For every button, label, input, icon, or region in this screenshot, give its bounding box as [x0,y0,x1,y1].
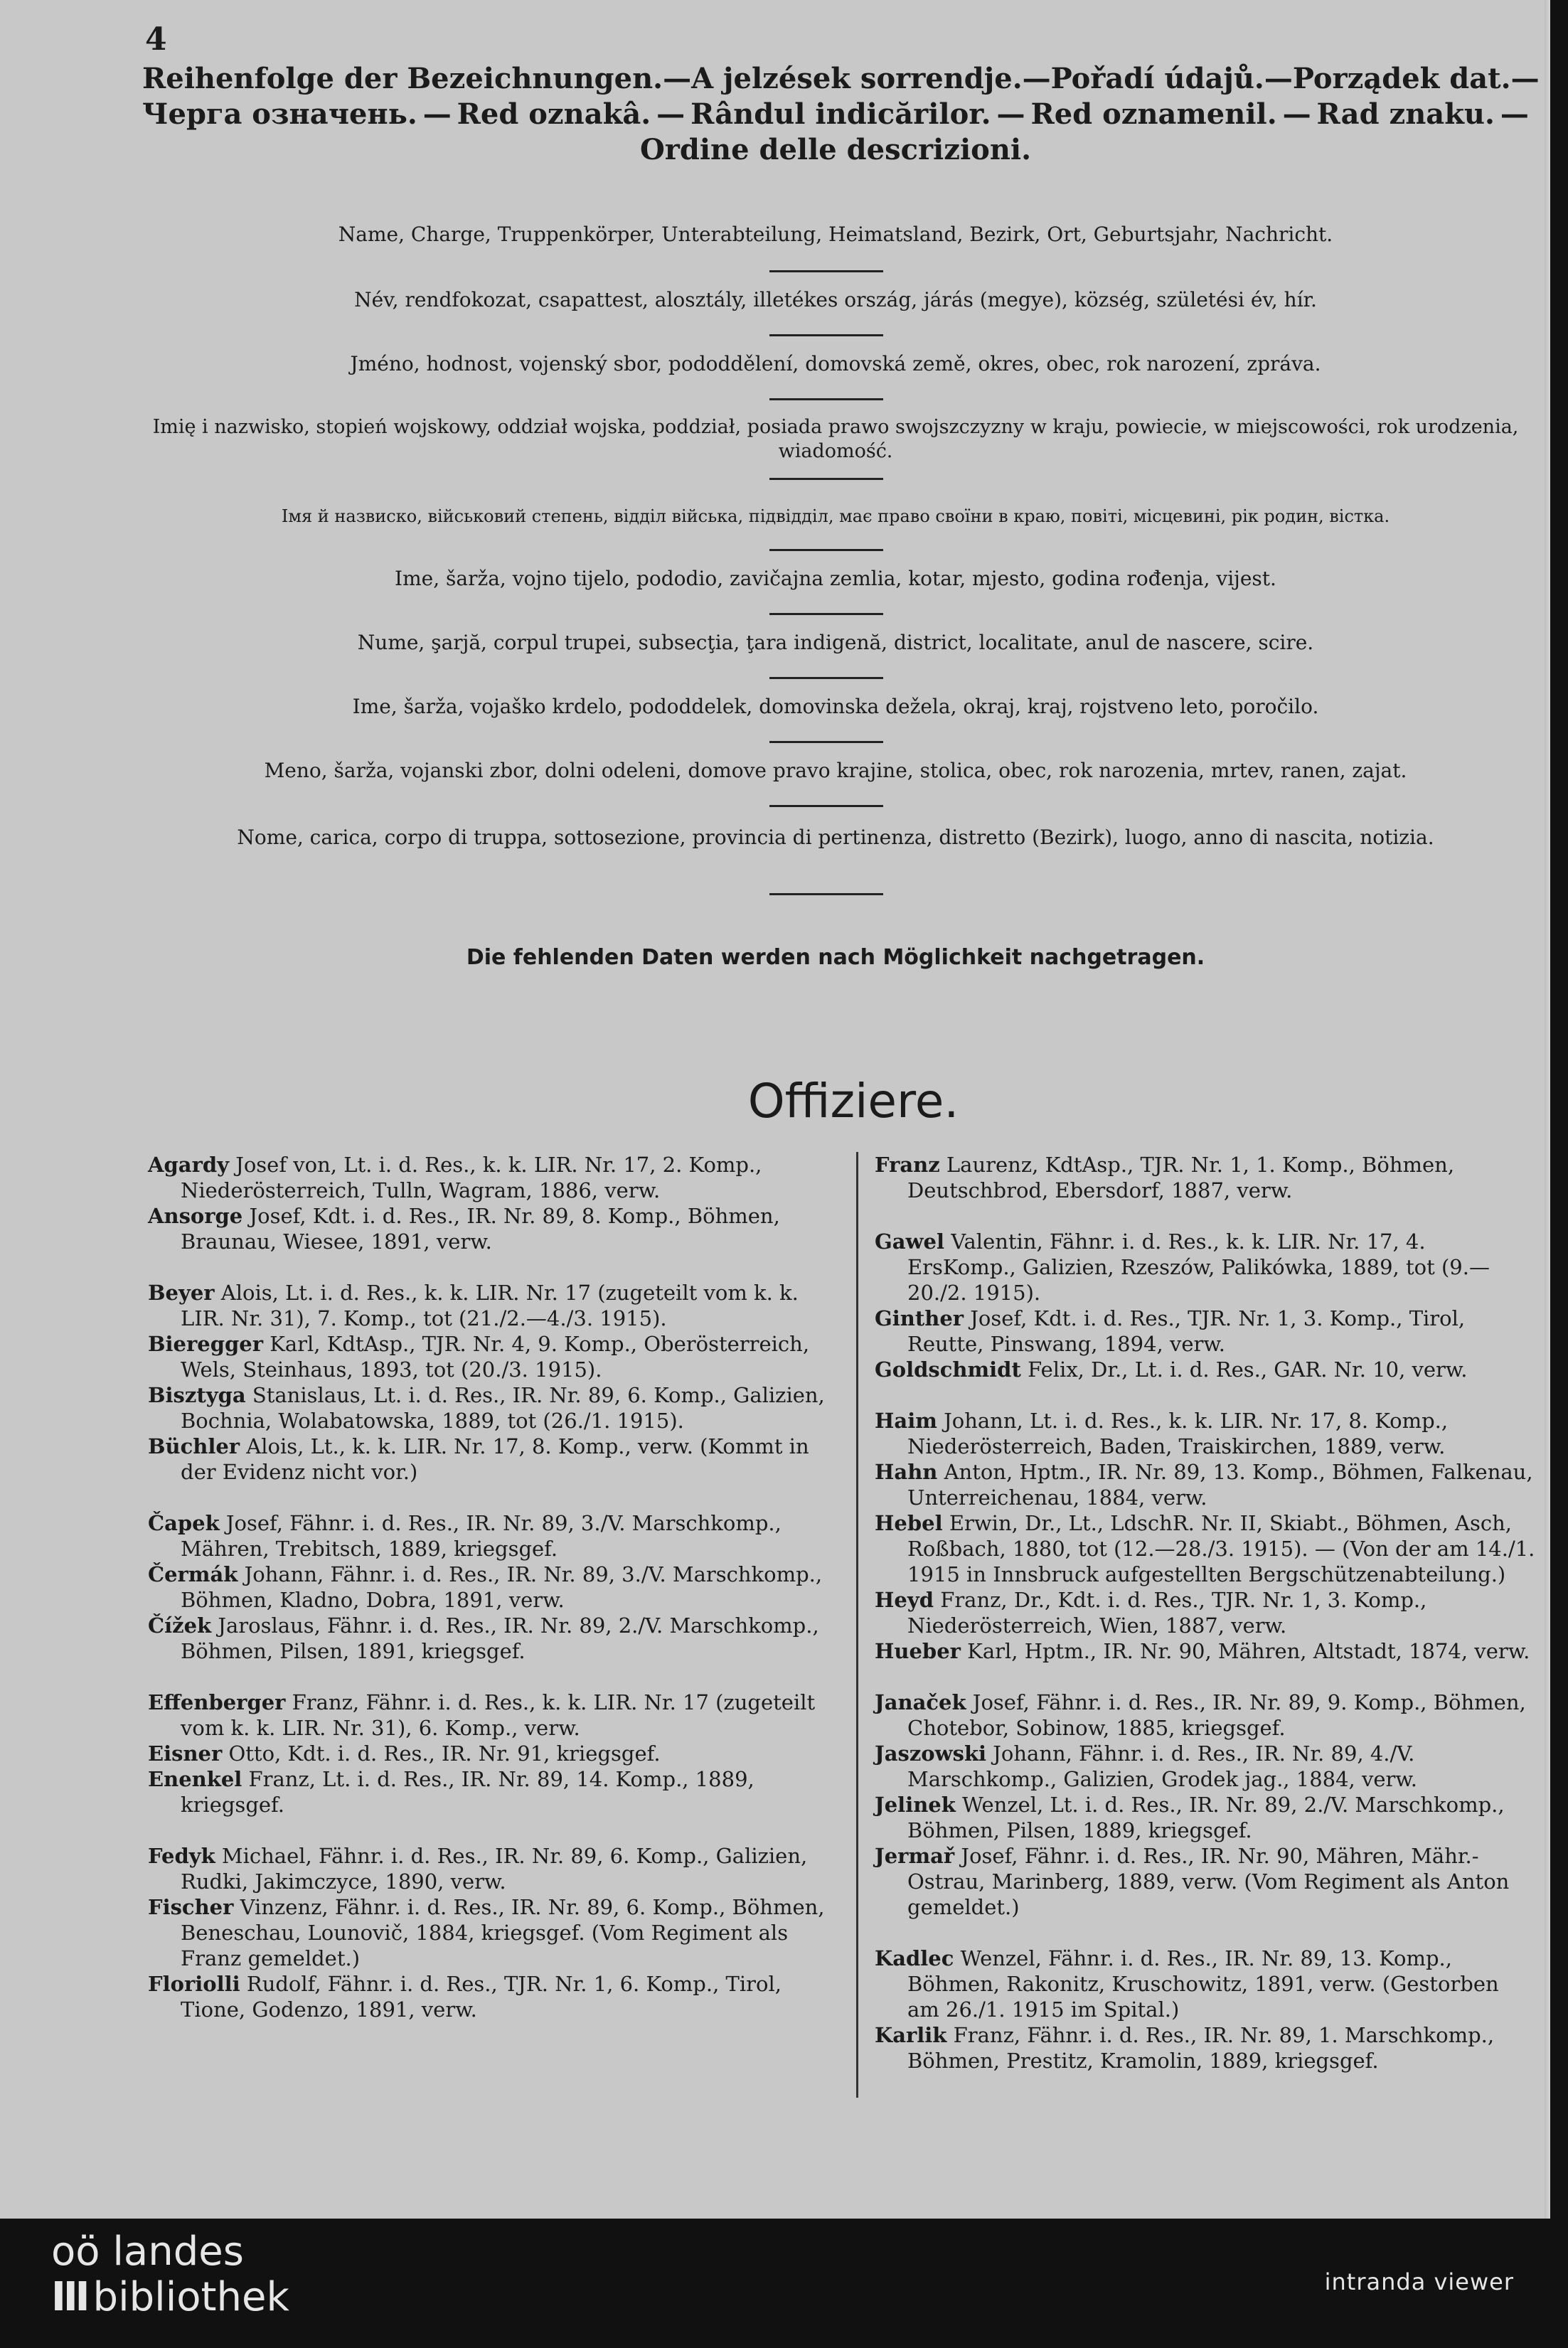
officer-entry [148,1562,831,1613]
officer-surname: Kadlec [875,1946,954,1970]
officer-details: Josef, Kdt. i. d. Res., TJR. Nr. 1, 3. Komp., Tirol, Reutte, Pinswang, 1894, verw. [907,1306,1466,1356]
officer-details: Franz, Lt. i. d. Res., IR. Nr. 89, 14. Komp., 1889, kriegsgef. [181,1767,754,1817]
header-dash: — [1500,97,1529,131]
officer-surname: Hahn [875,1460,938,1484]
officer-surname: Hebel [875,1511,943,1535]
officer-details: Wenzel, Lt. i. d. Res., IR. Nr. 89, 2./V. Marschkomp., Böhmen, Pilsen, 1889, kriegsgef. [907,1793,1505,1842]
officer-surname: Jaszowski [875,1741,987,1766]
officer-surname: Bieregger [148,1332,263,1356]
right-column [875,1152,1536,2074]
header-item: Rândul indicărilor. [690,97,991,131]
header-dash: — [663,62,692,95]
description-slovak: Meno, šarža, vojanski zbor, dolni odeleni, domove pravo krajine, stolica, obec, rok narozenia, mrtev, ranen, zajat. [264,759,1407,782]
officer-details: Josef von, Lt. i. d. Res., k. k. LIR. Nr. 17, 2. Komp., Niederösterreich, Tulln, Wagram, 1886, verw. [181,1153,762,1202]
officer-entry [148,1203,831,1254]
header-dash: — [996,97,1025,131]
officer-entry [148,1894,831,1971]
officer-entry [875,1690,1536,1741]
officer-entry [875,1357,1536,1382]
officer-details: Laurenz, KdtAsp., TJR. Nr. 1, 1. Komp., Böhmen, Deutschbrod, Ebersdorf, 1887, verw. [907,1153,1455,1202]
officer-entry [148,1510,831,1562]
header-item: Reihenfolge der Bezeichnungen. [142,62,663,95]
officer-surname: Čapek [148,1511,220,1535]
officer-surname: Čížek [148,1613,212,1638]
officer-entry [875,1741,1536,1792]
header-item: Porządek dat. [1292,62,1511,95]
description-hungarian: Név, rendfokozat, csapattest, alosztály, illetékes ország, járás (megye), község, születési év, hír. [354,288,1317,311]
header-dash: — [1264,62,1293,95]
officer-details: Erwin, Dr., Lt., LdschR. Nr. II, Skiabt., Böhmen, Asch, Roßbach, 1880, tot (12.—28./3. 1915). — (Von der am 14./1. 1915 in Innsbruck aufgestellten Bergschützenabteilung.) [907,1511,1535,1586]
officer-surname: Bisztyga [148,1383,246,1407]
description-slovenian: Ime, šarža, vojaško krdelo, pododdelek, domovinska dežela, okraj, kraj, rojstveno leto, poročilo. [352,695,1319,718]
officer-details: Felix, Dr., Lt. i. d. Res., GAR. Nr. 10, verw. [1020,1357,1468,1382]
officer-details: Alois, Lt., k. k. LIR. Nr. 17, 8. Komp., verw. (Kommt in der Evidenz nicht vor.) [181,1434,809,1484]
officer-entry [875,1792,1536,1843]
officer-entry [148,1690,831,1741]
left-column [148,1152,831,2022]
officer-surname: Agardy [148,1153,229,1177]
officer-entry [148,1434,831,1485]
officer-entry [875,1306,1536,1357]
officer-details: Johann, Fähnr. i. d. Res., IR. Nr. 89, 4./V. Marschkomp., Galizien, Grodek jag., 1884, verw. [907,1741,1417,1791]
officer-entry [875,1946,1536,2022]
header-dash: — [1022,62,1051,95]
officer-details: Alois, Lt. i. d. Res., k. k. LIR. Nr. 17 (zugeteilt vom k. k. LIR. Nr. 31), 7. Komp., tot (21./2.—4./3. 1915). [181,1281,799,1330]
description-ukrainian: Імя й назвиско, військовий степень, відділ війська, підвідділ, має право своїни в краю, повіті, місцевині, рік родин, вістка. [281,506,1390,526]
officer-details: Anton, Hptm., IR. Nr. 89, 13. Komp., Böhmen, Falkenau, Unterreichenau, 1884, verw. [907,1460,1533,1510]
officer-entry [148,1843,831,1894]
separator-line [769,334,883,336]
officer-surname: Karlik [875,2023,947,2047]
header-dash: — [1510,62,1540,95]
officer-details: Franz, Dr., Kdt. i. d. Res., TJR. Nr. 1, 3. Komp., Niederösterreich, Wien, 1887, verw. [907,1588,1427,1638]
officer-entry [875,1510,1536,1587]
officer-surname: Jermař [875,1844,955,1868]
officer-entry [875,1587,1536,1638]
logo-line-2: bibliothek [92,2274,289,2320]
description-german: Name, Charge, Truppenkörper, Unterabteilung, Heimatsland, Bezirk, Ort, Geburtsjahr, Nachricht. [338,223,1333,246]
officer-surname: Goldschmidt [875,1357,1021,1382]
officer-entry [875,1638,1536,1664]
officer-surname: Büchler [148,1434,240,1458]
separator-line [769,398,883,400]
officer-details: Rudolf, Fähnr. i. d. Res., TJR. Nr. 1, 6. Komp., Tirol, Tione, Godenzo, 1891, verw. [181,1972,782,2022]
officer-details: Johann, Fähnr. i. d. Res., IR. Nr. 89, 3./V. Marschkomp., Böhmen, Kladno, Dobra, 1891, verw. [181,1562,823,1612]
logo-bars: III [51,2274,87,2320]
header-dash: — [1282,97,1311,131]
officer-surname: Haim [875,1409,937,1433]
officer-surname: Floriolli [148,1972,240,1996]
officer-details: Josef, Kdt. i. d. Res., IR. Nr. 89, 8. Komp., Böhmen, Braunau, Wiesee, 1891, verw. [181,1204,780,1254]
officer-entry [148,1382,831,1434]
officer-surname: Enenkel [148,1767,242,1791]
logo-line-1: oö landes [51,2229,244,2275]
header-item: Red oznamenil. [1030,97,1277,131]
separator-line [769,741,883,743]
officer-surname: Ginther [875,1306,964,1330]
header-item: A jelzések sorrendje. [691,62,1023,95]
officer-entry [875,1152,1536,1203]
officer-details: Otto, Kdt. i. d. Res., IR. Nr. 91, kriegsgef. [222,1741,661,1766]
header [142,61,1540,168]
header-item: Pořadí údajů. [1050,62,1264,95]
officer-surname: Effenberger [148,1690,286,1714]
header-dash: — [422,97,452,131]
header-dash: — [656,97,686,131]
separator-line [769,805,883,807]
separator-line [769,613,883,615]
separator-line [769,270,883,272]
officer-details: Franz, Fähnr. i. d. Res., IR. Nr. 89, 1. Marschkomp., Böhmen, Prestitz, Kramolin, 1889, kriegsgef. [907,2023,1495,2073]
officer-details: Michael, Fähnr. i. d. Res., IR. Nr. 89, 6. Komp., Galizien, Rudki, Jakimczyce, 1890, verw. [181,1844,808,1894]
description-czech: Jméno, hodnost, vojenský sbor, pododdělení, domovská země, okres, obec, rok narození, zpráva. [350,352,1321,375]
officer-surname: Eisner [148,1741,223,1766]
separator-line [769,893,883,895]
library-logo[interactable] [51,2229,289,2320]
description-croatian: Ime, šarža, vojno tijelo, pododio, zavičajna zemlia, kotar, mjesto, godina rođenja, vijest. [395,567,1276,590]
officer-details: Karl, KdtAsp., TJR. Nr. 4, 9. Komp., Oberösterreich, Wels, Steinhaus, 1893, tot (20./3. 1915). [181,1332,810,1382]
header-item: Rad znaku. [1316,97,1495,131]
officer-surname: Franz [875,1153,940,1177]
header-item: Red oznakâ. [457,97,651,131]
separator-line [769,478,883,480]
header-line-2 [142,97,1529,132]
separator-line [769,677,883,679]
officer-surname: Beyer [148,1281,215,1305]
officer-entry [875,1843,1536,1920]
officer-entry [148,1971,831,2022]
officer-surname: Čermák [148,1562,238,1586]
officer-entry [875,1408,1536,1459]
officer-details: Jaroslaus, Fähnr. i. d. Res., IR. Nr. 89, 2./V. Marschkomp., Böhmen, Pilsen, 1891, kriegsgef. [181,1613,819,1663]
officer-details: Karl, Hptm., IR. Nr. 90, Mähren, Altstadt, 1874, verw. [960,1639,1530,1663]
officer-entry [875,1459,1536,1510]
officer-details: Josef, Fähnr. i. d. Res., IR. Nr. 89, 3./V. Marschkomp., Mähren, Trebitsch, 1889, kriegsgef. [181,1511,782,1561]
officer-surname: Hueber [875,1639,961,1663]
description-romanian: Nume, şarjă, corpul trupei, subsecţia, ţara indigenă, district, localitate, anul de nascere, scire. [357,631,1314,654]
page-number: 4 [145,21,167,58]
separator-line [769,549,883,551]
officer-entry [148,1280,831,1331]
officer-entry [148,1766,831,1818]
officer-surname: Fedyk [148,1844,215,1868]
officer-details: Stanislaus, Lt. i. d. Res., IR. Nr. 89, 6. Komp., Galizien, Bochnia, Wolabatowska, 1889, tot (26./1. 1915). [181,1383,825,1433]
description-polish: Imię i nazwisko, stopień wojskowy, oddział wojska, poddział, posiada prawo swojszczyzny w kraju, powiecie, w miejscowości, rok urodzenia, wiadomość. [152,416,1519,462]
officer-details: Vinzenz, Fähnr. i. d. Res., IR. Nr. 89, 6. Komp., Böhmen, Beneschau, Lounovič, 1884, kriegsgef. (Vom Regiment als Franz gemeldet.) [181,1895,825,1970]
officer-surname: Ansorge [148,1204,243,1228]
officer-details: Franz, Fähnr. i. d. Res., k. k. LIR. Nr. 17 (zugeteilt vom k. k. LIR. Nr. 31), 6. Komp., verw. [181,1690,816,1740]
header-line-1 [142,61,1540,97]
officer-entry [875,1229,1536,1306]
officer-entry [875,2022,1536,2074]
description-italian: Nome, carica, corpo di truppa, sottosezione, provincia di pertinenza, distretto (Bezirk), luogo, anno di nascita, notizia. [237,826,1434,849]
officer-surname: Janaček [875,1690,966,1714]
officer-surname: Heyd [875,1588,934,1612]
header-item: Черга означень. [142,97,417,131]
header-line-3: Ordine delle descrizioni. [639,133,1032,166]
officer-entry [148,1152,831,1203]
officer-details: Josef, Fähnr. i. d. Res., IR. Nr. 90, Mähren, Mähr.-Ostrau, Marinberg, 1889, verw. (Vom Regiment als Anton gemeldet.) [907,1844,1510,1919]
section-title: Offiziere. [747,1074,959,1128]
officer-entry [148,1741,831,1766]
column-divider [856,1152,858,2098]
officer-entry [148,1613,831,1664]
officer-details: Valentin, Fähnr. i. d. Res., k. k. LIR. Nr. 17, 4. ErsKomp., Galizien, Rzeszów, Palikówka, 1889, tot (9.—20./2. 1915). [907,1229,1490,1305]
viewer-brand[interactable]: intranda viewer [1324,2268,1514,2295]
officer-details: Johann, Lt. i. d. Res., k. k. LIR. Nr. 17, 8. Komp., Niederösterreich, Baden, Traiskirchen, 1889, verw. [907,1409,1449,1458]
missing-data-note: Die fehlenden Daten werden nach Möglichkeit nachgetragen. [466,945,1205,970]
officer-details: Josef, Fähnr. i. d. Res., IR. Nr. 89, 9. Komp., Böhmen, Chotebor, Sobinow, 1885, kriegsgef. [907,1690,1526,1740]
officer-surname: Gawel [875,1229,944,1254]
officer-entry [148,1331,831,1382]
officer-surname: Jelinek [875,1793,956,1817]
officer-details: Wenzel, Fähnr. i. d. Res., IR. Nr. 89, 13. Komp., Böhmen, Rakonitz, Kruschowitz, 1891, verw. (Gestorben am 26./1. 1915 im Spital.) [907,1946,1499,2022]
officer-surname: Fischer [148,1895,234,1919]
